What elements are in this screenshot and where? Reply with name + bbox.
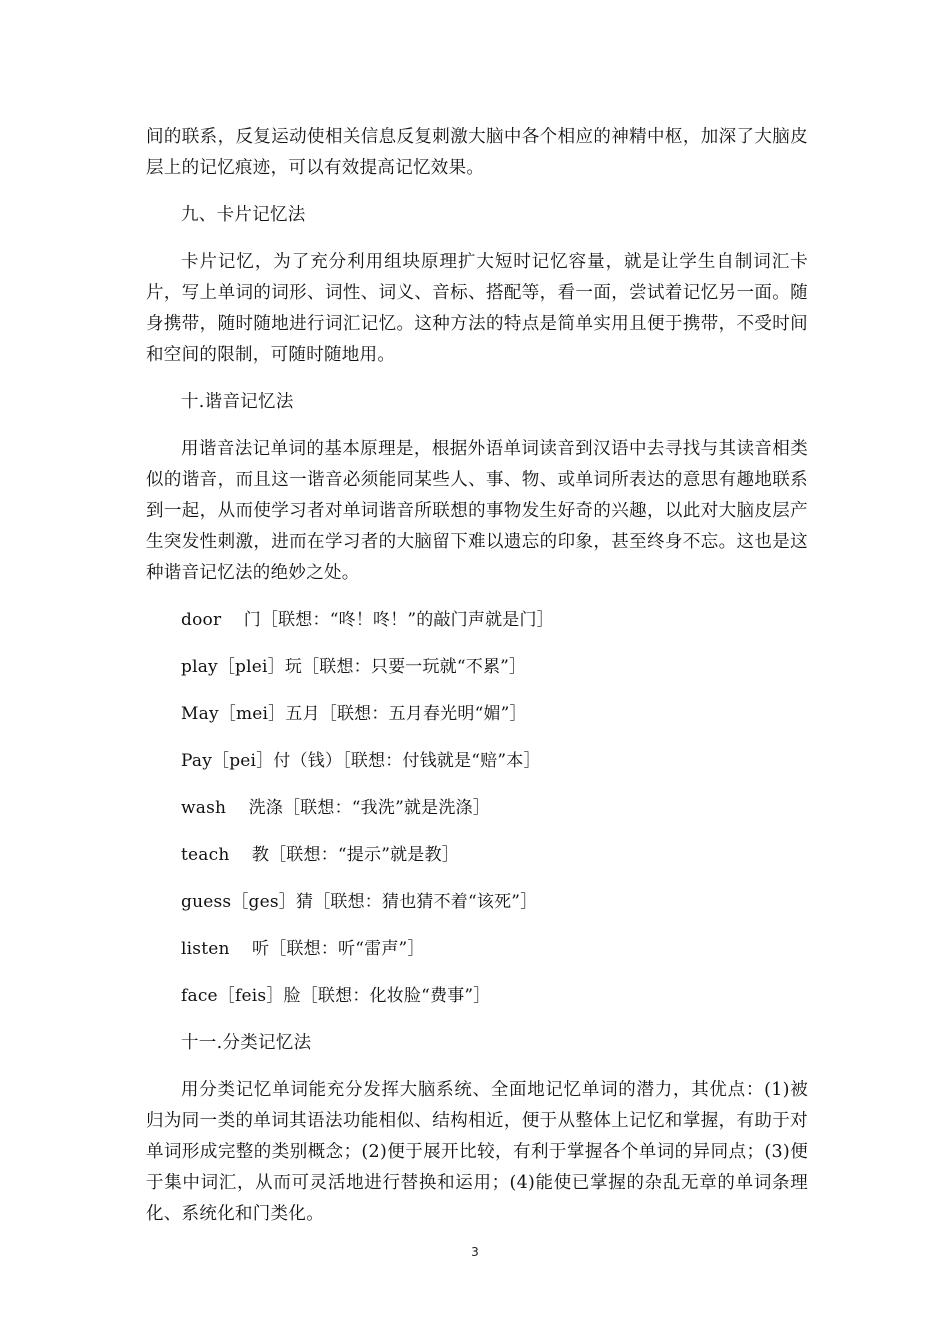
example-teach: teach 教［联想：“提示”就是教］ <box>181 845 459 865</box>
page-number: 3 <box>471 1245 479 1259</box>
paragraph-section8-tail: 间的联系，反复运动使相关信息反复刺激大脑中各个相应的神精中枢，加深了大脑皮层上的记忆痕迹，可以有效提高记忆效果。 <box>146 127 808 178</box>
page-content <box>146 122 808 1230</box>
example-listen: listen 听［联想：听“雷声”］ <box>181 939 425 959</box>
example-face: face［feis］脸［联想：化妆脸“费事”］ <box>181 986 491 1006</box>
paragraph-section11: 用分类记忆单词能充分发挥大脑系统、全面地记忆单词的潜力，其优点：(1)被归为同一类的单词其语法功能相似、结构相近，便于从整体上记忆和掌握，有助于对单词形成完整的类别概念；(2)便于展开比较，有利于掌握各个单词的异同点；(3)便于集中词汇，从而可灵活地进行替换和运用；(4)能使已掌握的杂乱无章的单词条理化、系统化和门类化。 <box>146 1080 808 1224</box>
example-wash: wash 洗涤［联想：“我洗”就是洗涤］ <box>181 798 490 818</box>
paragraph-section10: 用谐音法记单词的基本原理是，根据外语单词读音到汉语中去寻找与其读音相类似的谐音，而且这一谐音必须能同某些人、事、物、或单词所表达的意思有趣地联系到一起，从而使学习者对单词谐音所联想的事物发生好奇的兴趣，以此对大脑皮层产生突发性刺激，进而在学习者的大脑留下难以遗忘的印象，甚至终身不忘。这也是这种谐音记忆法的绝妙之处。 <box>146 439 808 583</box>
heading-section10: 十.谐音记忆法 <box>181 392 294 412</box>
example-may: May［mei］五月［联想：五月春光明“媚”］ <box>181 704 527 724</box>
heading-section9: 九、卡片记忆法 <box>181 205 306 225</box>
example-door: door 门［联想：“咚！咚！”的敲门声就是门］ <box>181 610 554 630</box>
heading-section11: 十一.分类记忆法 <box>181 1033 312 1053</box>
example-guess: guess［ges］猜［联想：猜也猜不着“该死”］ <box>181 892 538 912</box>
paragraph-section9: 卡片记忆，为了充分利用组块原理扩大短时记忆容量，就是让学生自制词汇卡片，写上单词的词形、词性、词义、音标、搭配等，看一面，尝试着记忆另一面。随身携带，随时随地进行词汇记忆。这种方法的特点是简单实用且便于携带，不受时间和空间的限制，可随时随地用。 <box>146 252 808 365</box>
example-pay: Pay［pei］付（钱）［联想：付钱就是“赔”本］ <box>181 751 541 771</box>
example-play: play［plei］玩［联想：只要一玩就“不累”］ <box>181 657 527 677</box>
